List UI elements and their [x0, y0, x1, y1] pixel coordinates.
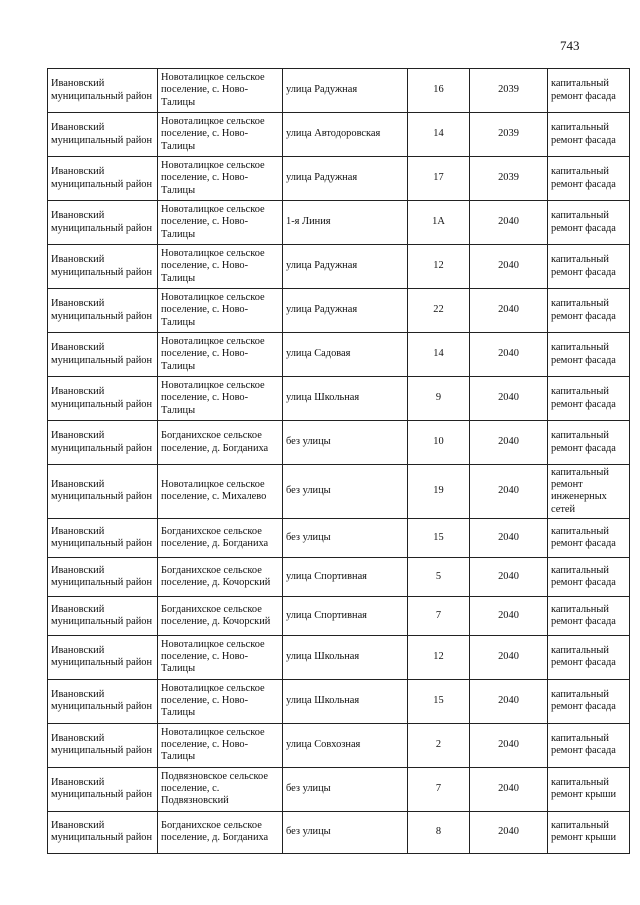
settlement-cell: Новоталицкое сельское поселение, с. Ново-Талицы — [158, 635, 283, 679]
settlement-cell: Новоталицкое сельское поселение, с. Ново-Талицы — [158, 69, 283, 113]
year-cell: 2040 — [470, 289, 548, 333]
house-number-cell: 12 — [408, 635, 470, 679]
house-number-cell: 14 — [408, 113, 470, 157]
house-number-cell: 12 — [408, 245, 470, 289]
table-row — [48, 767, 630, 811]
district-cell: Ивановский муниципальный район — [48, 377, 158, 421]
street-cell: без улицы — [283, 421, 408, 465]
work-type-cell: капитальный ремонт фасада — [548, 421, 630, 465]
work-type-cell: капитальный ремонт крыши — [548, 811, 630, 853]
district-cell: Ивановский муниципальный район — [48, 333, 158, 377]
district-cell: Ивановский муниципальный район — [48, 518, 158, 557]
settlement-cell: Новоталицкое сельское поселение, с. Михалево — [158, 465, 283, 519]
house-number-cell: 7 — [408, 767, 470, 811]
year-cell: 2040 — [470, 557, 548, 596]
table-row — [48, 113, 630, 157]
table-row — [48, 157, 630, 201]
settlement-cell: Новоталицкое сельское поселение, с. Ново-Талицы — [158, 333, 283, 377]
year-cell: 2040 — [470, 465, 548, 519]
district-cell: Ивановский муниципальный район — [48, 557, 158, 596]
table-row — [48, 811, 630, 853]
street-cell: улица Садовая — [283, 333, 408, 377]
table-row — [48, 201, 630, 245]
work-type-cell: капитальный ремонт фасада — [548, 201, 630, 245]
year-cell: 2040 — [470, 377, 548, 421]
table-row — [48, 289, 630, 333]
settlement-cell: Новоталицкое сельское поселение, с. Ново-Талицы — [158, 201, 283, 245]
house-number-cell: 5 — [408, 557, 470, 596]
year-cell: 2040 — [470, 518, 548, 557]
street-cell: без улицы — [283, 811, 408, 853]
settlement-cell: Новоталицкое сельское поселение, с. Ново-Талицы — [158, 679, 283, 723]
table-row — [48, 557, 630, 596]
work-type-cell: капитальный ремонт фасада — [548, 157, 630, 201]
work-type-cell: капитальный ремонт фасада — [548, 289, 630, 333]
settlement-cell: Богданихское сельское поселение, д. Богданиха — [158, 811, 283, 853]
work-type-cell: капитальный ремонт фасада — [548, 113, 630, 157]
table-row — [48, 635, 630, 679]
house-number-cell: 19 — [408, 465, 470, 519]
work-type-cell: капитальный ремонт фасада — [548, 679, 630, 723]
work-type-cell: капитальный ремонт фасада — [548, 596, 630, 635]
table-row — [48, 333, 630, 377]
settlement-cell: Новоталицкое сельское поселение, с. Ново-Талицы — [158, 723, 283, 767]
settlement-cell: Богданихское сельское поселение, д. Богданиха — [158, 421, 283, 465]
house-number-cell: 17 — [408, 157, 470, 201]
district-cell: Ивановский муниципальный район — [48, 69, 158, 113]
work-type-cell: капитальный ремонт фасада — [548, 723, 630, 767]
house-number-cell: 1А — [408, 201, 470, 245]
settlement-cell: Богданихское сельское поселение, д. Кочорский — [158, 557, 283, 596]
year-cell: 2039 — [470, 69, 548, 113]
street-cell: улица Школьная — [283, 679, 408, 723]
year-cell: 2040 — [470, 723, 548, 767]
year-cell: 2040 — [470, 767, 548, 811]
district-cell: Ивановский муниципальный район — [48, 723, 158, 767]
work-type-cell: капитальный ремонт фасада — [548, 635, 630, 679]
district-cell: Ивановский муниципальный район — [48, 465, 158, 519]
table-row — [48, 421, 630, 465]
street-cell: без улицы — [283, 465, 408, 519]
work-type-cell: капитальный ремонт фасада — [548, 69, 630, 113]
district-cell: Ивановский муниципальный район — [48, 201, 158, 245]
street-cell: улица Радужная — [283, 69, 408, 113]
year-cell: 2040 — [470, 201, 548, 245]
street-cell: улица Школьная — [283, 635, 408, 679]
table-row — [48, 679, 630, 723]
page-number: 743 — [560, 38, 580, 53]
table-row — [48, 377, 630, 421]
settlement-cell: Богданихское сельское поселение, д. Богданиха — [158, 518, 283, 557]
house-number-cell: 15 — [408, 518, 470, 557]
work-type-cell: капитальный ремонт фасада — [548, 518, 630, 557]
work-type-cell: капитальный ремонт фасада — [548, 557, 630, 596]
year-cell: 2039 — [470, 113, 548, 157]
district-cell: Ивановский муниципальный район — [48, 811, 158, 853]
house-number-cell: 7 — [408, 596, 470, 635]
house-number-cell: 15 — [408, 679, 470, 723]
district-cell: Ивановский муниципальный район — [48, 421, 158, 465]
street-cell: улица Спортивная — [283, 557, 408, 596]
year-cell: 2040 — [470, 635, 548, 679]
district-cell: Ивановский муниципальный район — [48, 596, 158, 635]
table-row — [48, 465, 630, 519]
street-cell: 1-я Линия — [283, 201, 408, 245]
district-cell: Ивановский муниципальный район — [48, 289, 158, 333]
work-type-cell: капитальный ремонт фасада — [548, 245, 630, 289]
house-number-cell: 22 — [408, 289, 470, 333]
street-cell: улица Спортивная — [283, 596, 408, 635]
work-type-cell: капитальный ремонт фасада — [548, 377, 630, 421]
street-cell: улица Школьная — [283, 377, 408, 421]
work-type-cell: капитальный ремонт фасада — [548, 333, 630, 377]
house-number-cell: 2 — [408, 723, 470, 767]
table-row — [48, 723, 630, 767]
work-type-cell: капитальный ремонт инженерных сетей — [548, 465, 630, 519]
building-registry-table — [47, 68, 630, 854]
year-cell: 2040 — [470, 421, 548, 465]
street-cell: без улицы — [283, 767, 408, 811]
street-cell: улица Радужная — [283, 245, 408, 289]
settlement-cell: Подвязновское сельское поселение, с. Подвязновский — [158, 767, 283, 811]
street-cell: улица Автодоровская — [283, 113, 408, 157]
street-cell: улица Совхозная — [283, 723, 408, 767]
district-cell: Ивановский муниципальный район — [48, 635, 158, 679]
settlement-cell: Новоталицкое сельское поселение, с. Ново-Талицы — [158, 245, 283, 289]
settlement-cell: Новоталицкое сельское поселение, с. Ново-Талицы — [158, 113, 283, 157]
district-cell: Ивановский муниципальный район — [48, 767, 158, 811]
district-cell: Ивановский муниципальный район — [48, 245, 158, 289]
year-cell: 2040 — [470, 245, 548, 289]
street-cell: улица Радужная — [283, 157, 408, 201]
settlement-cell: Новоталицкое сельское поселение, с. Ново-Талицы — [158, 157, 283, 201]
table-row — [48, 518, 630, 557]
district-cell: Ивановский муниципальный район — [48, 679, 158, 723]
work-type-cell: капитальный ремонт крыши — [548, 767, 630, 811]
district-cell: Ивановский муниципальный район — [48, 113, 158, 157]
street-cell: без улицы — [283, 518, 408, 557]
house-number-cell: 8 — [408, 811, 470, 853]
settlement-cell: Новоталицкое сельское поселение, с. Ново-Талицы — [158, 377, 283, 421]
year-cell: 2039 — [470, 157, 548, 201]
table-row — [48, 69, 630, 113]
house-number-cell: 9 — [408, 377, 470, 421]
settlement-cell: Богданихское сельское поселение, д. Кочорский — [158, 596, 283, 635]
year-cell: 2040 — [470, 596, 548, 635]
house-number-cell: 16 — [408, 69, 470, 113]
house-number-cell: 14 — [408, 333, 470, 377]
year-cell: 2040 — [470, 811, 548, 853]
year-cell: 2040 — [470, 679, 548, 723]
street-cell: улица Радужная — [283, 289, 408, 333]
district-cell: Ивановский муниципальный район — [48, 157, 158, 201]
table-row — [48, 245, 630, 289]
table-row — [48, 596, 630, 635]
settlement-cell: Новоталицкое сельское поселение, с. Ново-Талицы — [158, 289, 283, 333]
house-number-cell: 10 — [408, 421, 470, 465]
year-cell: 2040 — [470, 333, 548, 377]
